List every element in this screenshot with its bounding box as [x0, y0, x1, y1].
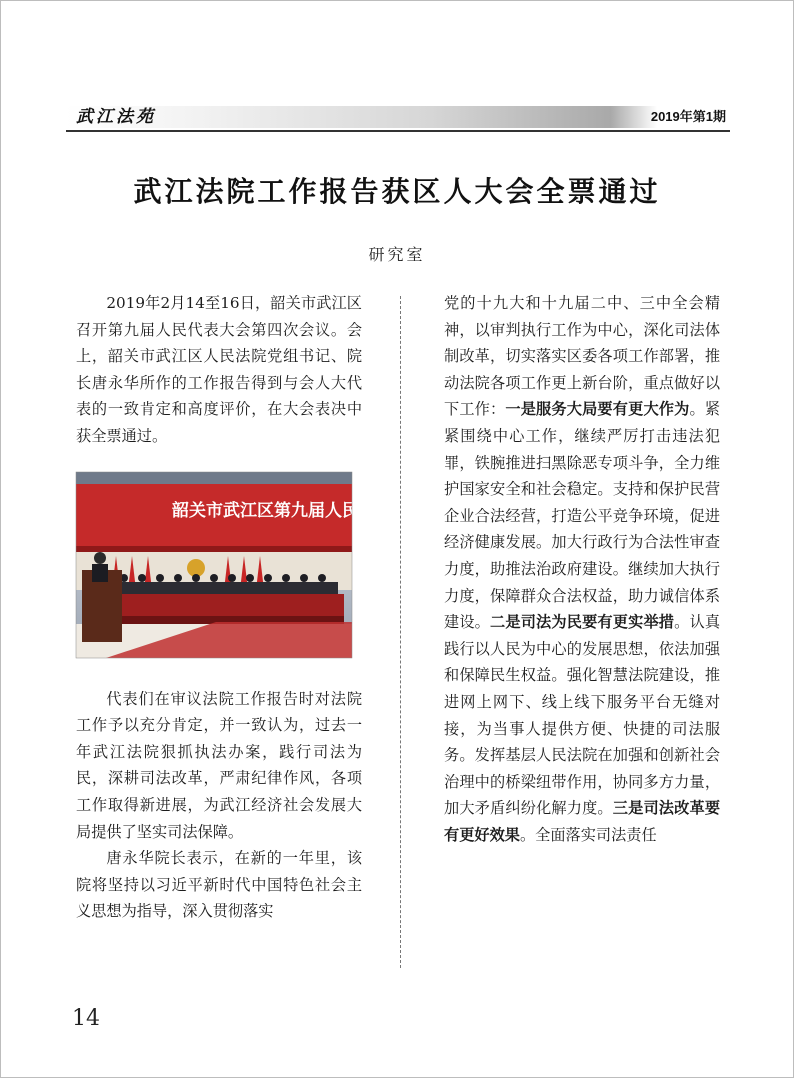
header-rule: [66, 130, 730, 132]
left-column: [76, 290, 444, 925]
right-column: [444, 290, 720, 848]
paragraph-delegates: 代表们在审议法院工作报告时对法院工作予以充分肯定，并一致认为，过去一年武江法院狠抓执法办案，践行司法为民，深耕司法改革，严肃纪律作风，各项工作取得新进展，为武江经济社会发展大局提供了坚实司法保障。: [76, 689, 362, 841]
paragraph-president: 唐永华院长表示，在新的一年里，该院将坚持以习近平新时代中国特色社会主义思想为指导，深入贯彻落实: [76, 849, 362, 921]
article-author: 研究室: [368, 245, 426, 264]
key-point-1: 一是服务大局要有更大作为: [505, 400, 690, 419]
plan-text-2: 。紧紧围绕中心工作，继续严厉打击违法犯罪，铁腕推进扫黑除恶专项斗争，全力维护国家安全和社会稳定。支持和保护民营企业合法经营，打造公平竞争环境，促进经济健康发展。加大行政行为合法性审查力度，助推法治政府建设。继续加大执行力度，保障群众合法权益，助力诚信体系建设。: [444, 400, 721, 632]
key-point-2: 二是司法为民要有更实举措: [490, 613, 675, 632]
congress-photo: [76, 472, 444, 658]
plan-text-4: 。全面落实司法责任: [519, 825, 657, 844]
issue-label: 2019年第1期: [650, 109, 726, 124]
key-point-3: 三是司法改革要有更好效果: [444, 799, 721, 844]
header-band: [66, 106, 730, 128]
article-title: 武江法院工作报告获区人大会全票通过: [133, 175, 661, 208]
paragraph-plan: [444, 290, 720, 848]
plan-text-3: 。认真践行以人民为中心的发展思想，依法加强和保障民生权益。强化智慧法院建设，推进网上网下、线上线下服务平台无缝对接，为当事人提供方便、快捷的司法服务。发挥基层人民法院在加强和创新社会治理中的桥梁纽带作用，协同多方力量，加大矛盾纠纷化解力度。: [444, 613, 721, 818]
plan-text-1: 党的十九大和十九届二中、三中全会精神，以审判执行工作为中心，深化司法体制改革，切实落实区委各项工作部署，推动法院各项工作更上新台阶，重点做好以下工作：: [444, 294, 720, 419]
paragraph-intro: 2019年2月14至16日，韶关市武江区召开第九届人民代表大会第四次会议。会上，韶关市武江区人民法院党组书记、院长唐永华所作的工作报告得到与会人大代表的一致肯定和高度评价，在大会表决中获全票通过。: [76, 294, 362, 445]
page-number: 14: [72, 1006, 100, 1031]
magazine-brand: 武江法苑: [76, 107, 156, 127]
photo-banner-text: 韶关市武江区第九届人民代表大会第: [172, 500, 444, 521]
column-divider: [400, 296, 401, 968]
